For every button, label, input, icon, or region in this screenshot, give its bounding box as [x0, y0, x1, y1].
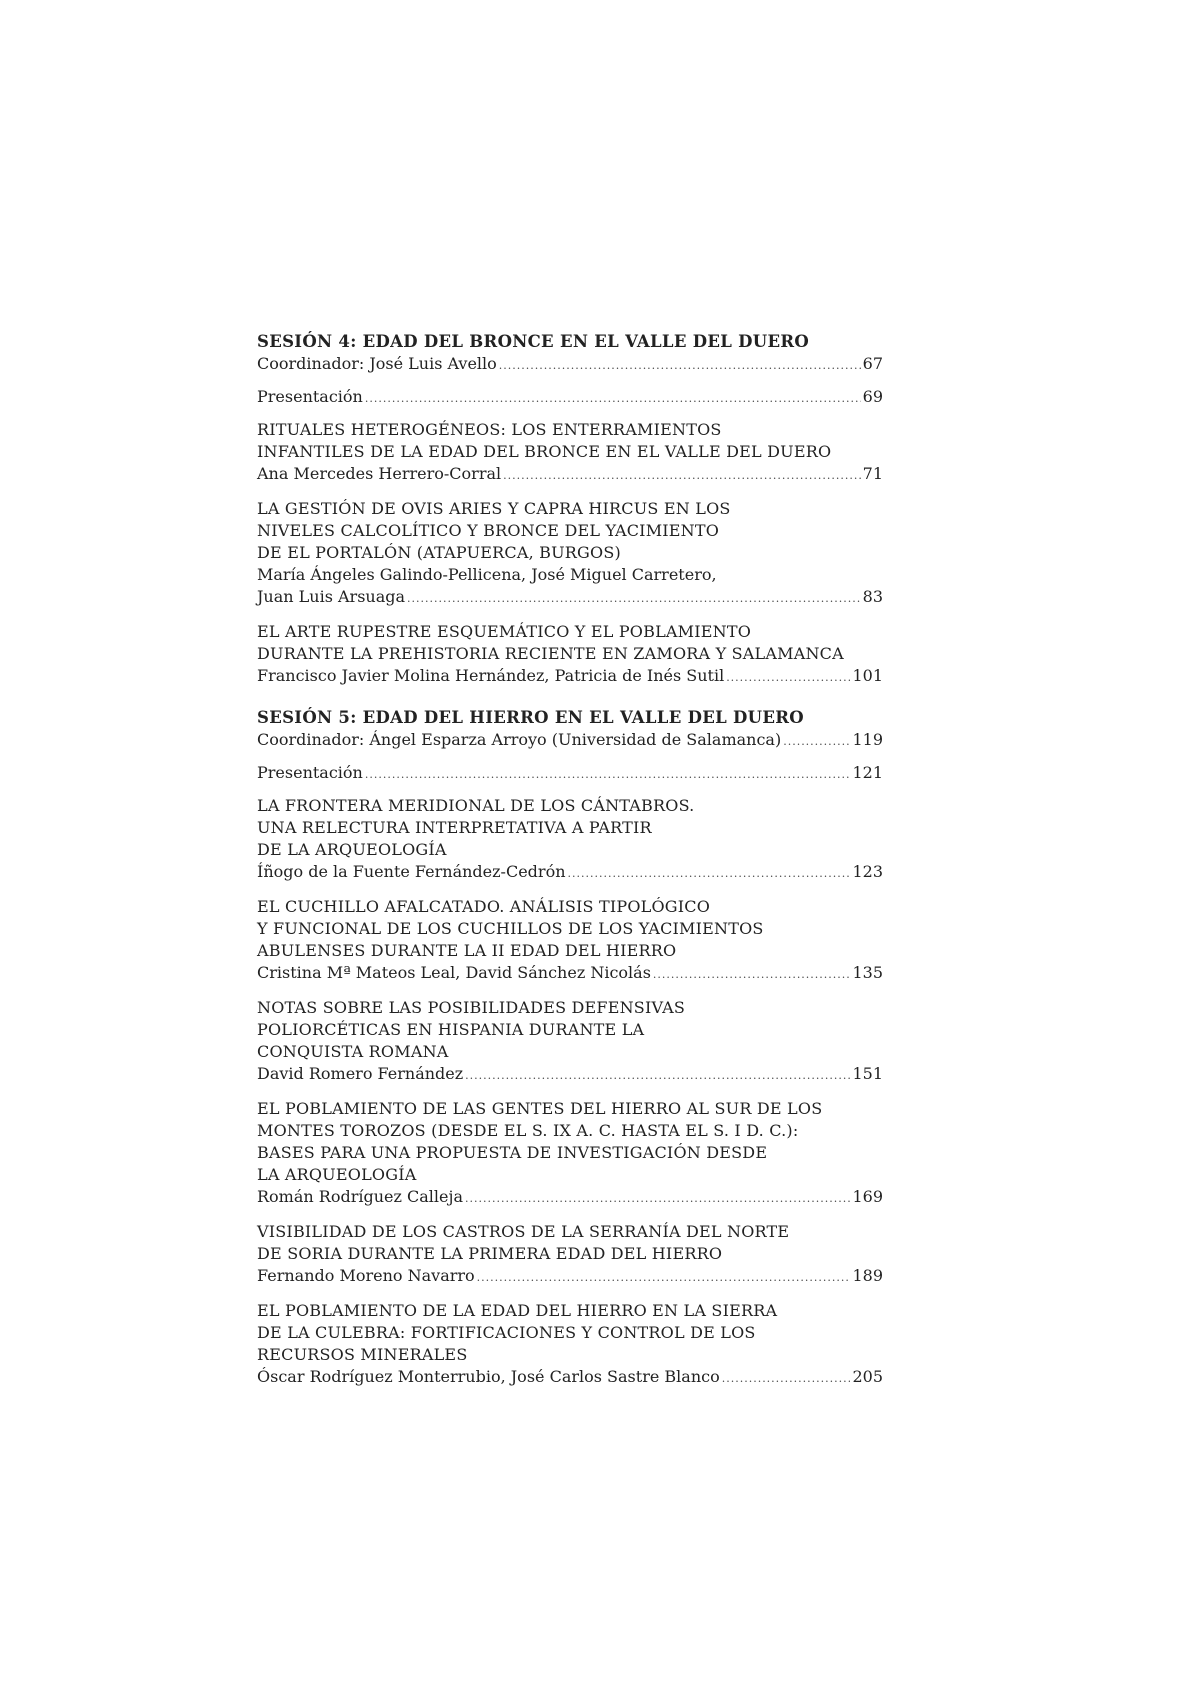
session-section [257, 331, 883, 689]
entry-title-line: ABULENSES DURANTE LA II EDAD DEL HIERRO [257, 941, 677, 960]
entry-title-line: DE EL PORTALÓN (ATAPUERCA, BURGOS) [257, 543, 621, 562]
coordinator-line [257, 729, 883, 753]
page-number: 205 [852, 1367, 883, 1386]
entry-author [257, 586, 883, 610]
entry-title-line: NIVELES CALCOLÍTICO Y BRONCE DEL YACIMIENTO [257, 521, 720, 540]
entry-author-text: Ana Mercedes Herrero-Corral [257, 464, 502, 483]
table-of-contents [257, 331, 883, 1408]
dot-leader [465, 1065, 850, 1087]
coordinator-line-text: Coordinador: José Luis Avello [257, 354, 497, 373]
dot-leader [653, 964, 851, 986]
toc-entry [257, 795, 883, 885]
toc-entry [257, 419, 883, 487]
page-number: 189 [852, 1266, 883, 1285]
toc-entry [257, 621, 883, 689]
dot-leader [407, 588, 861, 610]
entry-title-line: DE SORIA DURANTE LA PRIMERA EDAD DEL HIERRO [257, 1244, 723, 1263]
presentation-line [257, 762, 883, 786]
entry-author [257, 1186, 883, 1210]
coordinator-line-text: Coordinador: Ángel Esparza Arroyo (Universidad de Salamanca) [257, 730, 782, 749]
coordinator-line [257, 353, 883, 377]
entry-title-line: POLIORCÉTICAS EN HISPANIA DURANTE LA [257, 1020, 645, 1039]
dot-leader [477, 1267, 851, 1289]
entry-author-text: Cristina Mª Mateos Leal, David Sánchez Nicolás [257, 963, 651, 982]
page-number: 135 [852, 963, 883, 982]
session-section [257, 707, 883, 1390]
dot-leader [365, 764, 851, 786]
entry-title-line: UNA RELECTURA INTERPRETATIVA A PARTIR [257, 818, 652, 837]
toc-entry [257, 1221, 883, 1289]
presentation-line-text: Presentación [257, 763, 363, 782]
entry-author-line: María Ángeles Galindo-Pellicena, José Miguel Carretero, [257, 565, 717, 584]
page-number: 71 [862, 464, 883, 483]
entry-author [257, 463, 883, 487]
page-number: 83 [862, 587, 883, 606]
entry-title-line: LA FRONTERA MERIDIONAL DE LOS CÁNTABROS. [257, 796, 695, 815]
page-number: 69 [862, 387, 883, 406]
dot-leader [568, 863, 851, 885]
toc-entry [257, 1098, 883, 1210]
dot-leader [499, 355, 861, 377]
entry-author-text: Juan Luis Arsuaga [257, 587, 406, 606]
dot-leader [465, 1188, 850, 1210]
entry-author [257, 1366, 883, 1390]
page-number: 121 [852, 763, 883, 782]
toc-entry [257, 498, 883, 610]
entry-author [257, 962, 883, 986]
entry-author-text: Íñogo de la Fuente Fernández-Cedrón [257, 862, 566, 881]
entry-title-line: EL POBLAMIENTO DE LAS GENTES DEL HIERRO AL SUR DE LOS [257, 1099, 823, 1118]
dot-leader [783, 731, 850, 753]
entry-title-line: Y FUNCIONAL DE LOS CUCHILLOS DE LOS YACIMIENTOS [257, 919, 764, 938]
entry-title-line: DURANTE LA PREHISTORIA RECIENTE EN ZAMORA Y SALAMANCA [257, 644, 844, 663]
entry-author-text: Román Rodríguez Calleja [257, 1187, 463, 1206]
entry-author-text: Fernando Moreno Navarro [257, 1266, 475, 1285]
session-title: SESIÓN 5: EDAD DEL HIERRO EN EL VALLE DEL DUERO [257, 708, 804, 727]
dot-leader [365, 388, 861, 410]
presentation-line-text: Presentación [257, 387, 363, 406]
entry-title-line: DE LA ARQUEOLOGÍA [257, 840, 447, 859]
entry-author-text: Óscar Rodríguez Monterrubio, José Carlos Sastre Blanco [257, 1367, 720, 1386]
entry-title-line: LA ARQUEOLOGÍA [257, 1165, 417, 1184]
entry-author [257, 665, 883, 689]
presentation-line [257, 386, 883, 410]
entry-title-line: CONQUISTA ROMANA [257, 1042, 449, 1061]
page-number: 169 [852, 1187, 883, 1206]
dot-leader [726, 667, 850, 689]
entry-title-line: EL ARTE RUPESTRE ESQUEMÁTICO Y EL POBLAMIENTO [257, 622, 752, 641]
entry-title-line: MONTES TOROZOS (DESDE EL S. IX A. C. HASTA EL S. I D. C.): [257, 1121, 799, 1140]
toc-entry [257, 896, 883, 986]
entry-title-line: DE LA CULEBRA: FORTIFICACIONES Y CONTROL DE LOS [257, 1323, 756, 1342]
entry-author [257, 1063, 883, 1087]
entry-title-line: RECURSOS MINERALES [257, 1345, 468, 1364]
entry-title-line: EL CUCHILLO AFALCATADO. ANÁLISIS TIPOLÓGICO [257, 897, 711, 916]
entry-title-line: EL POBLAMIENTO DE LA EDAD DEL HIERRO EN LA SIERRA [257, 1301, 778, 1320]
entry-title-line: NOTAS SOBRE LAS POSIBILIDADES DEFENSIVAS [257, 998, 686, 1017]
page-number: 101 [852, 666, 883, 685]
entry-author-text: David Romero Fernández [257, 1064, 464, 1083]
entry-title-line: LA GESTIÓN DE OVIS ARIES Y CAPRA HIRCUS EN LOS [257, 499, 731, 518]
entry-author [257, 1265, 883, 1289]
entry-author [257, 861, 883, 885]
entry-title-line: BASES PARA UNA PROPUESTA DE INVESTIGACIÓN DESDE [257, 1143, 768, 1162]
dot-leader [722, 1368, 851, 1390]
page-number: 123 [852, 862, 883, 881]
entry-author-text: Francisco Javier Molina Hernández, Patricia de Inés Sutil [257, 666, 725, 685]
entry-title-line: RITUALES HETEROGÉNEOS: LOS ENTERRAMIENTOS [257, 420, 722, 439]
dot-leader [503, 465, 861, 487]
toc-entry [257, 997, 883, 1087]
toc-entry [257, 1300, 883, 1390]
session-title: SESIÓN 4: EDAD DEL BRONCE EN EL VALLE DEL DUERO [257, 332, 810, 351]
page-number: 119 [852, 730, 883, 749]
page-number: 67 [862, 354, 883, 373]
entry-title-line: INFANTILES DE LA EDAD DEL BRONCE EN EL VALLE DEL DUERO [257, 442, 832, 461]
entry-title-line: VISIBILIDAD DE LOS CASTROS DE LA SERRANÍA DEL NORTE [257, 1222, 790, 1241]
page-number: 151 [852, 1064, 883, 1083]
